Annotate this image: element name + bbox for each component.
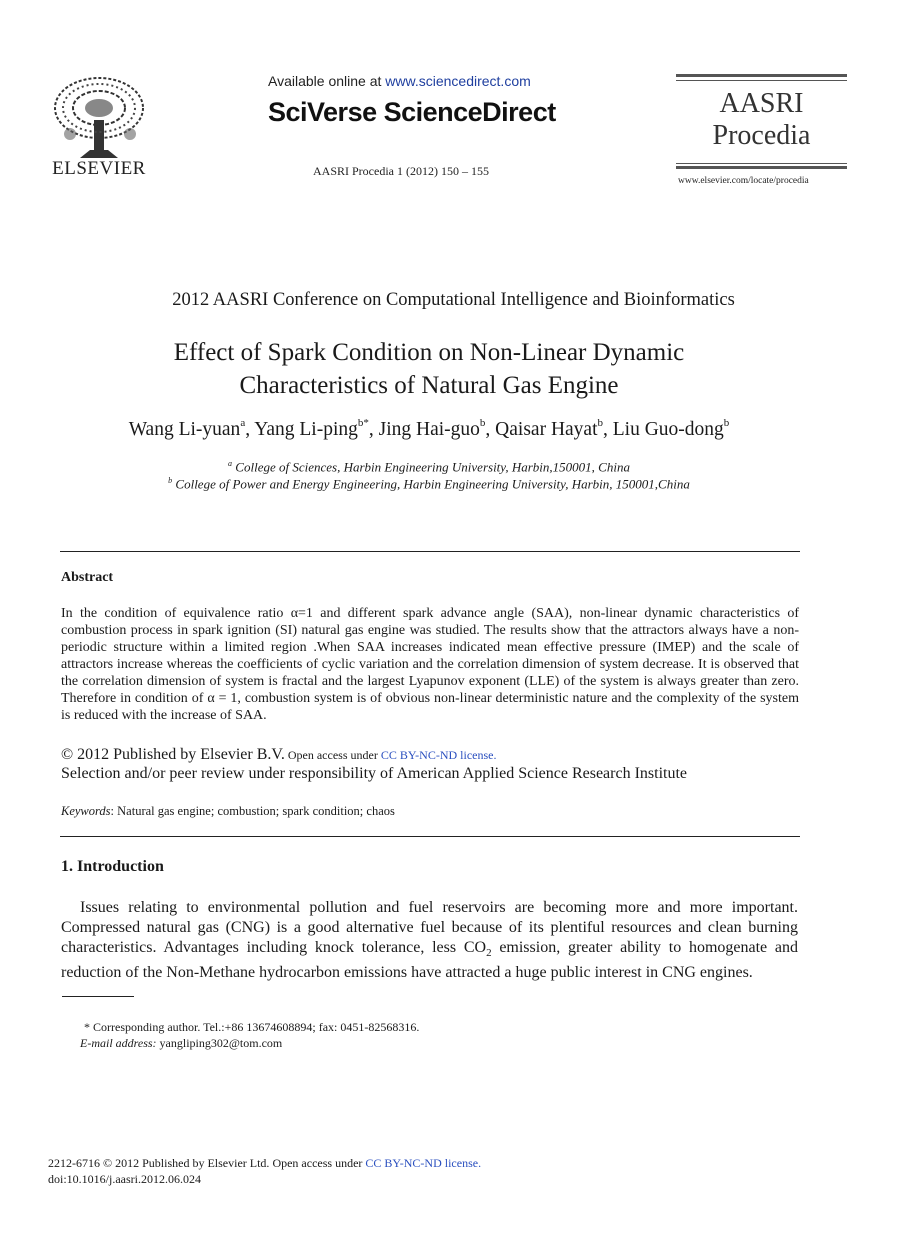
footer-issn-line — [48, 1156, 481, 1171]
affiliation-text: College of Sciences, Harbin Engineering University, Harbin,150001, China — [232, 459, 630, 475]
author-affiliation-mark: b — [479, 417, 486, 429]
introduction-body — [61, 898, 798, 983]
publisher-logo-text: ELSEVIER — [52, 158, 146, 179]
conference-name: 2012 AASRI Conference on Computational Intelligence and Bioinformatics — [172, 290, 735, 310]
email-label: E-mail address: — [80, 1036, 157, 1050]
author-name: Wang Li-yuan — [128, 419, 241, 440]
platform-wordmark: SciVerse ScienceDirect — [268, 97, 556, 127]
intro-text-part2: emission, greater ability to homogenate and reduction of the Non-Methane hydrocarbon emissions have attracted a huge public interest in CNG engines. — [61, 939, 799, 982]
author-list — [0, 419, 858, 441]
intro-text-part1: Issues relating to environmental pollution and fuel reservoirs are becoming more and more important. Compressed natural gas (CNG) is a good alternative fuel because of its plentiful resources and clean burning characteristics. Advantages including knock tolerance, less CO — [61, 899, 798, 956]
open-access-text: Open access under — [284, 748, 381, 762]
journal-rule-bottom — [676, 166, 847, 169]
journal-name — [676, 88, 847, 152]
copyright-line — [61, 746, 497, 764]
corresponding-author-note: * Corresponding author. Tel.:+86 13674608894; fax: 0451-82568316. — [84, 1020, 420, 1034]
journal-rule-bottom-thin — [676, 163, 847, 164]
author-name: Yang Li-ping — [254, 419, 358, 440]
copyright-text: © 2012 Published by Elsevier B.V. — [61, 746, 285, 763]
available-prefix: Available online at — [268, 73, 386, 89]
author-separator: , — [368, 419, 379, 440]
affiliation-mark: b — [168, 476, 173, 485]
keywords-line — [61, 804, 395, 819]
author-affiliation-mark: b* — [357, 417, 369, 429]
footer-issn: 2212-6716 © 2012 Published by Elsevier Ltd. — [48, 1156, 270, 1170]
author-affiliation-mark: b — [597, 417, 603, 429]
author-name: Liu Guo-dong — [612, 419, 724, 440]
affiliation-a — [0, 459, 858, 475]
keywords-label: Keywords — [61, 804, 111, 818]
footer-license-link[interactable]: CC BY-NC-ND license. — [365, 1156, 482, 1170]
paper-title — [0, 336, 858, 402]
license-link[interactable]: CC BY-NC-ND license. — [380, 748, 497, 762]
affiliation-b — [0, 476, 858, 492]
affiliation-text: College of Power and Energy Engineering, Harbin Engineering University, Harbin, 150001,China — [172, 476, 690, 492]
footnote-rule — [62, 996, 134, 997]
author-name: Qaisar Hayat — [495, 419, 598, 440]
journal-name-line2: Procedia — [712, 120, 811, 151]
author-separator: , — [245, 419, 255, 440]
journal-name-line1: AASRI — [719, 88, 804, 119]
journal-rule-top-thin — [676, 80, 847, 81]
abstract-body: In the condition of equivalence ratio α=1 and different spark advance angle (SAA), non-linear dynamic characteristics of combustion process in spark ignition (SI) natural gas engine was studied. The results show that the attractors always have a non-periodic structure within a limited region .When SAA increases indicated mean effective pressure (IMEP) and the scale of attractors increase whereas the coefficients of cyclic variation and the correlation dimension of system decrease. It is observed that the correlation dimension of system is fractal and the largest Lyapunov exponent (LLE) of the system is always greater than zero. Therefore in condition of α = 1, combustion system is of obvious non-linear deterministic nature and the complexity of the system is reduced with the increase of SAA. — [61, 606, 799, 723]
peer-review-statement: Selection and/or peer review under responsibility of American Applied Science Research Institute — [61, 765, 688, 782]
divider-bottom — [60, 836, 800, 837]
intro-subscript: 2 — [486, 947, 492, 960]
abstract-heading: Abstract — [61, 570, 114, 585]
author-affiliation-mark: a — [240, 417, 246, 429]
affiliation-mark: a — [228, 459, 233, 468]
paper-title-line1: Effect of Spark Condition on Non-Linear Dynamic — [173, 339, 685, 366]
author-separator: , — [485, 419, 496, 440]
paper-title-line2: Characteristics of Natural Gas Engine — [239, 372, 619, 399]
author-separator: , — [603, 419, 613, 440]
footer-open-access: Open access under — [269, 1156, 366, 1170]
journal-citation: AASRI Procedia 1 (2012) 150 – 155 — [313, 164, 489, 178]
email-address[interactable]: yangliping302@tom.com — [156, 1036, 283, 1050]
journal-url[interactable]: www.elsevier.com/locate/procedia — [678, 176, 809, 186]
introduction-heading: 1. Introduction — [61, 858, 164, 875]
email-note — [80, 1036, 282, 1051]
keywords-text: : Natural gas engine; combustion; spark condition; chaos — [110, 804, 395, 818]
sciencedirect-link[interactable]: www.sciencedirect.com — [385, 73, 531, 89]
journal-rule-top — [676, 74, 847, 77]
footer-doi[interactable]: doi:10.1016/j.aasri.2012.06.024 — [48, 1172, 201, 1186]
divider-top — [60, 551, 800, 552]
available-online-line — [268, 73, 531, 89]
author-name: Jing Hai-guo — [378, 419, 480, 440]
author-affiliation-mark: b — [723, 417, 730, 429]
